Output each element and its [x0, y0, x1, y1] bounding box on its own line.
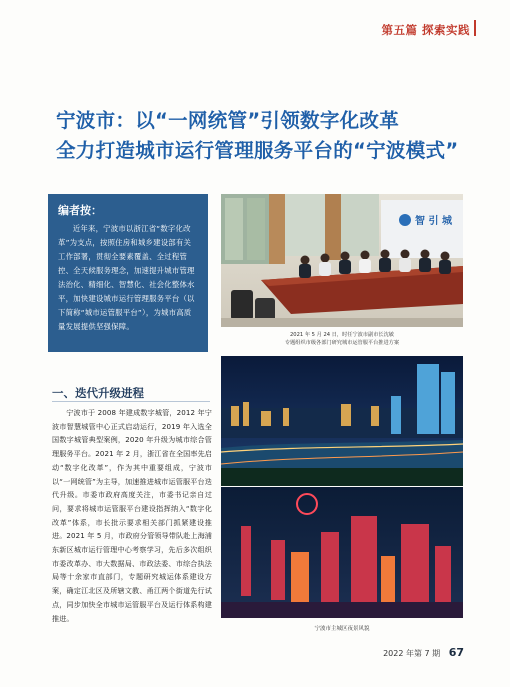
- title-line-2: 全力打造城市运行管理服务平台的“宁波模式”: [56, 139, 459, 162]
- meeting-sign-text: 智 引 城: [415, 216, 452, 227]
- night-view-photo: [221, 356, 463, 618]
- page-footer: [383, 646, 464, 659]
- meeting-caption-line-1: 2021 年 5 月 24 日，时任宁波市副市长沈敏: [290, 332, 394, 338]
- section-body-text: 宁波市于 2008 年建成数字城管，2012 年宁波市智慧城管中心正式启动运行，2019 年入选全国数字城管典型案例，2020 年升级为城市综合管理服务平台。2021 年 2 月，浙江省在全国率先启动“数字化改革”，作为其中重要组成，宁波市以“一网统管”为主导，加速推进城市运管服平台迭代升级。市委市政府高度关注，市委书记亲自过问，要求将城市运管服平台建设指挥纳入“数字化改革”体系，市长批示要求相关部门抓紧建设推进。2021 年 5 月，市政府分管领导带队赴上海浦东新区城市运行管理中心考察学习，先后多次组织市委改革办、市大数据局、市政法委、市综合执法局等十余家市直部门，专题研究城运体系建设方案，确定江北区及所辖文教、甬江两个街道先行试点，同步加快全市城市运管服平台及运行体系构建推进。: [52, 408, 212, 623]
- title-line-1: 宁波市：以“一网统管”引领数字化改革: [56, 109, 400, 132]
- section-bar: [474, 20, 476, 36]
- issue-label: 2022 年第 7 期: [383, 649, 441, 658]
- page-number: 67: [448, 646, 464, 659]
- editor-note-label: 编者按：: [58, 204, 102, 217]
- article-title: [56, 106, 476, 166]
- meeting-photo-image: [221, 194, 463, 327]
- editor-note-body: 近年来，宁波市以浙江省“数字化改革”为支点，按照住房和城乡建设部有关工作部署，贯彻全要素覆盖、全过程管控、全天候服务理念，加速提升城市管理法治化、精细化、智慧化、社会化整体水平，加快建设城市运行管理服务平台（以下简称“城市运管服平台”），为城市高质量发展提供坚强保障。: [58, 224, 195, 331]
- night-view-caption: 宁波市主城区夜景风貌: [314, 626, 370, 632]
- meeting-caption-line-2: 专题组织市级各部门研究城市运管服平台推进方案: [284, 340, 400, 346]
- section-heading: 一、迭代升级进程: [52, 386, 144, 400]
- night-view-image: [221, 356, 463, 618]
- section-heading-rule: [52, 401, 210, 402]
- meeting-photo-caption: [221, 331, 463, 347]
- section-tag: 第五篇 探索实践: [381, 23, 470, 37]
- editor-note: [48, 194, 208, 352]
- meeting-photo: [221, 194, 463, 327]
